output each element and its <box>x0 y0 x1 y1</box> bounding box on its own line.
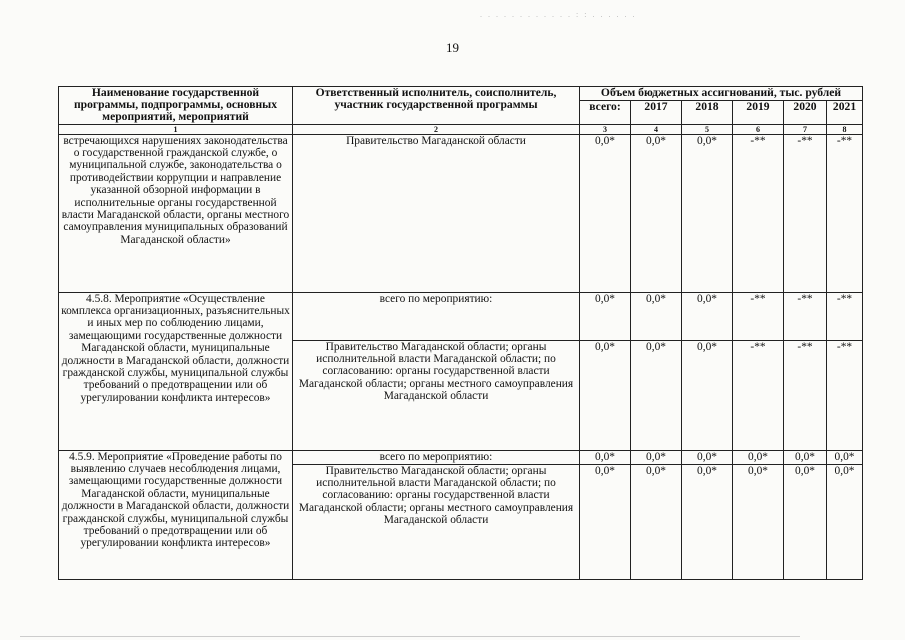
value-2021: 0,0* <box>827 464 863 579</box>
executor: Правительство Магаданской области <box>293 134 580 292</box>
value-2018: 0,0* <box>682 340 733 450</box>
value-total: 0,0* <box>580 464 631 579</box>
column-number: 2 <box>293 124 580 134</box>
column-number: 5 <box>682 124 733 134</box>
table-row <box>59 450 863 464</box>
value-2017: 0,0* <box>631 292 682 340</box>
value-2021: -** <box>827 134 863 292</box>
value-2019: 0,0* <box>733 464 784 579</box>
value-2018: 0,0* <box>682 134 733 292</box>
page-number: 19 <box>446 40 459 55</box>
column-number: 6 <box>733 124 784 134</box>
value-2020: 0,0* <box>784 450 827 464</box>
value-2019: 0,0* <box>733 450 784 464</box>
value-total: 0,0* <box>580 340 631 450</box>
header-total: всего: <box>580 101 631 124</box>
value-2017: 0,0* <box>631 450 682 464</box>
column-number: 3 <box>580 124 631 134</box>
measure-name: встречающихся нарушениях законодательства о государственной гражданской службе, о муниципальной службе, законодательства о противодействии коррупции и направление указанной обзорной информации в исполнительные органы государственной власти Магаданской области, органы местного самоуправления муниципальных образований Магаданской области» <box>59 134 293 292</box>
value-2021: -** <box>827 340 863 450</box>
value-2018: 0,0* <box>682 450 733 464</box>
value-total: 0,0* <box>580 134 631 292</box>
executor: Правительство Магаданской области; органы исполнительной власти Магаданской области; по согласованию: органы государственной власти Магаданской области; органы местного самоуправления Магаданской области <box>293 340 580 450</box>
value-2020: -** <box>784 292 827 340</box>
header-year: 2017 <box>631 101 682 124</box>
column-number: 1 <box>59 124 293 134</box>
header-year: 2019 <box>733 101 784 124</box>
measure-name: 4.5.9. Мероприятие «Проведение работы по выявлению случаев несоблюдения лицами, замещающими государственные должности Магаданской области, муниципальные должности в Магаданской области, должности гражданской службы, муниципальной службы требований о предотвращении или об урегулировании конфликта интересов» <box>59 450 293 579</box>
value-2021: 0,0* <box>827 450 863 464</box>
table-row <box>59 292 863 340</box>
header-year: 2018 <box>682 101 733 124</box>
table-row <box>59 134 863 292</box>
executor: всего по мероприятию: <box>293 450 580 464</box>
executor: Правительство Магаданской области; органы исполнительной власти Магаданской области; по согласованию: органы государственной власти Магаданской области; органы местного самоуправления Магаданской области <box>293 464 580 579</box>
value-2017: 0,0* <box>631 340 682 450</box>
value-2020: -** <box>784 134 827 292</box>
measure-name: 4.5.8. Мероприятие «Осуществление комплекса организационных, разъяснительных и иных мер по соблюдению лицами, замещающими государственные должности Магаданской области, муниципальные должности в Магаданской области, должности гражданской службы, муниципальной службы требований о предотвращении или об урегулировании конфликта интересов» <box>59 292 293 450</box>
header-year: 2021 <box>827 101 863 124</box>
value-2019: -** <box>733 340 784 450</box>
budget-table <box>58 86 863 580</box>
scan-edge-line <box>20 636 800 637</box>
value-total: 0,0* <box>580 450 631 464</box>
column-number: 8 <box>827 124 863 134</box>
value-2020: -** <box>784 340 827 450</box>
header-name-column: Наименование государственной программы, подпрограммы, основных мероприятий, мероприятий <box>59 87 293 125</box>
scan-noise: . . . . . . . . . . . . : : . . . . . . <box>480 10 637 18</box>
header-executor-column: Ответственный исполнитель, соисполнитель, участник государственной программы <box>293 87 580 125</box>
value-2018: 0,0* <box>682 464 733 579</box>
value-2017: 0,0* <box>631 464 682 579</box>
value-2020: 0,0* <box>784 464 827 579</box>
value-2017: 0,0* <box>631 134 682 292</box>
value-2019: -** <box>733 134 784 292</box>
header-year: 2020 <box>784 101 827 124</box>
header-budget-column: Объем бюджетных ассигнований, тыс. рублей <box>580 87 863 101</box>
column-number: 4 <box>631 124 682 134</box>
value-total: 0,0* <box>580 292 631 340</box>
executor: всего по мероприятию: <box>293 292 580 340</box>
column-number: 7 <box>784 124 827 134</box>
value-2018: 0,0* <box>682 292 733 340</box>
value-2019: -** <box>733 292 784 340</box>
value-2021: -** <box>827 292 863 340</box>
